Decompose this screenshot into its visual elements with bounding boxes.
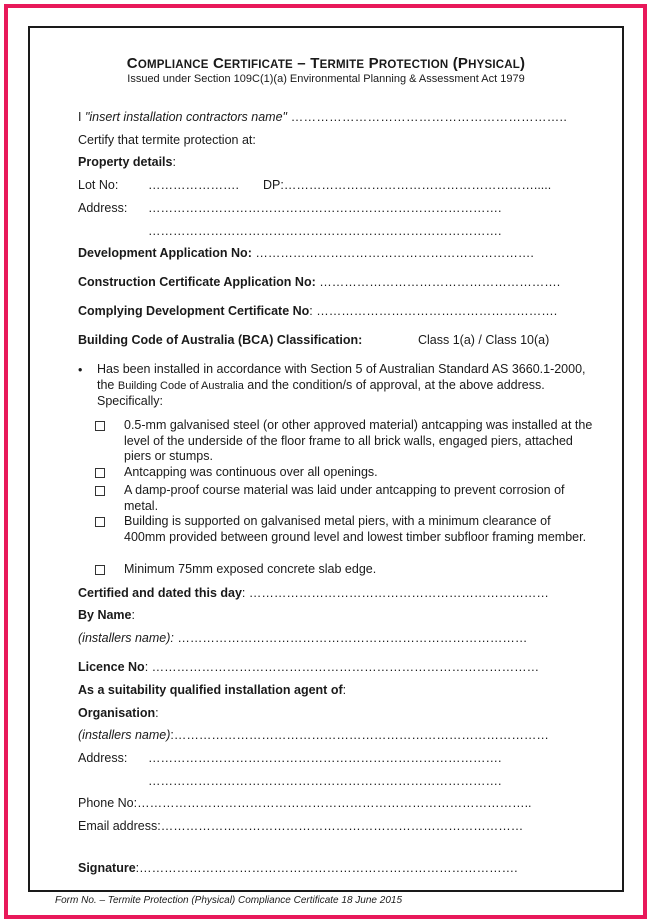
by-name-label: By Name:: [78, 608, 135, 622]
agent-label: As a suitability qualified installation agent of:: [78, 683, 347, 697]
installer-line: I "insert installation contractors name" ………………………………………………………..: [78, 110, 568, 124]
checklist-item-1: 0.5-mm galvanised steel (or other approved material) antcapping was installed at the level of the underside of the floor frame to all brick walls, engaged piers, attached piers or stumps.: [124, 418, 593, 463]
certificate-subtitle: Issued under Section 109C(1)(a) Environmental Planning & Assessment Act 1979: [127, 73, 525, 85]
checklist-item-3: A damp-proof course material was laid under antcapping to prevent corrosion of metal.: [124, 483, 565, 513]
organisation-address-field-2[interactable]: ………………………………………………………………………….: [148, 774, 502, 788]
development-application-field[interactable]: Development Application No: ………………………………………………………….: [78, 246, 534, 260]
checkbox-antcapping-continuous[interactable]: [95, 468, 105, 478]
certificate-title: COMPLIANCE CERTIFICATE – TERMITE PROTECTION (PHYSICAL): [126, 55, 526, 72]
checklist-item-4: Building is supported on galvanised metal piers, with a minimum clearance of 400mm provided between ground level and lowest timber subfloor framing member.: [124, 514, 587, 544]
checklist-item-5: Minimum 75mm exposed concrete slab edge.: [124, 562, 377, 576]
organisation-address-label: Address:: [78, 751, 128, 765]
licence-number-field[interactable]: Licence No: …………………………………………………………………………………: [78, 660, 540, 674]
organisation-installers-name-field[interactable]: (installers name):………………………………………………………………………………: [78, 728, 549, 742]
address-label: Address:: [78, 201, 128, 215]
lot-label: Lot No:: [78, 178, 119, 192]
checklist-item-2: Antcapping was continuous over all openings.: [124, 465, 378, 479]
form-footer: Form No. – Termite Protection (Physical) Compliance Certificate 18 June 2015: [55, 895, 403, 906]
property-details-heading: Property details:: [78, 155, 176, 169]
email-field[interactable]: Email address:……………………………………………………………………………: [78, 819, 524, 833]
certified-dated-field[interactable]: Certified and dated this day: ………………………………………………………………: [78, 586, 549, 600]
organisation-address-field-1[interactable]: ………………………………………………………………………….: [148, 751, 502, 765]
bullet-icon: •: [78, 363, 83, 377]
checkbox-slab-edge[interactable]: [95, 565, 105, 575]
checkbox-damp-proof-course[interactable]: [95, 486, 105, 496]
installer-name-field[interactable]: "insert installation contractors name": [84, 110, 287, 124]
lot-field[interactable]: ………………….: [148, 178, 239, 192]
signature-field[interactable]: Signature:……………………………………………………………………………….: [78, 861, 518, 875]
address-field-1[interactable]: ………………………………………………………………………….: [148, 201, 502, 215]
checkbox-antcapping-installed[interactable]: [95, 421, 105, 431]
phone-field[interactable]: Phone No:…………………………………………………………………………………..: [78, 796, 532, 810]
compliance-statement: Has been installed in accordance with Section 5 of Australian Standard AS 3660.1-2000, the Building Code of Australia and the condition/s of approval, at the above address. Specifically:: [97, 362, 586, 408]
construction-certificate-field[interactable]: Construction Certificate Application No: ………………………………………………….: [78, 275, 561, 289]
dp-field[interactable]: DP:…………………………………………………….....: [263, 178, 552, 192]
address-field-2[interactable]: ………………………………………………………………………….: [148, 224, 502, 238]
bca-classification-label: Building Code of Australia (BCA) Classification:: [78, 333, 363, 347]
complying-development-field[interactable]: Complying Development Certificate No: ………………………………………………….: [78, 304, 558, 318]
checkbox-galvanised-piers[interactable]: [95, 517, 105, 527]
certify-text: Certify that termite protection at:: [78, 133, 256, 147]
organisation-label: Organisation:: [78, 706, 159, 720]
bca-classification-value: Class 1(a) / Class 10(a): [418, 333, 550, 347]
installers-name-field[interactable]: (installers name): …………………………………………………………………………: [78, 631, 528, 645]
